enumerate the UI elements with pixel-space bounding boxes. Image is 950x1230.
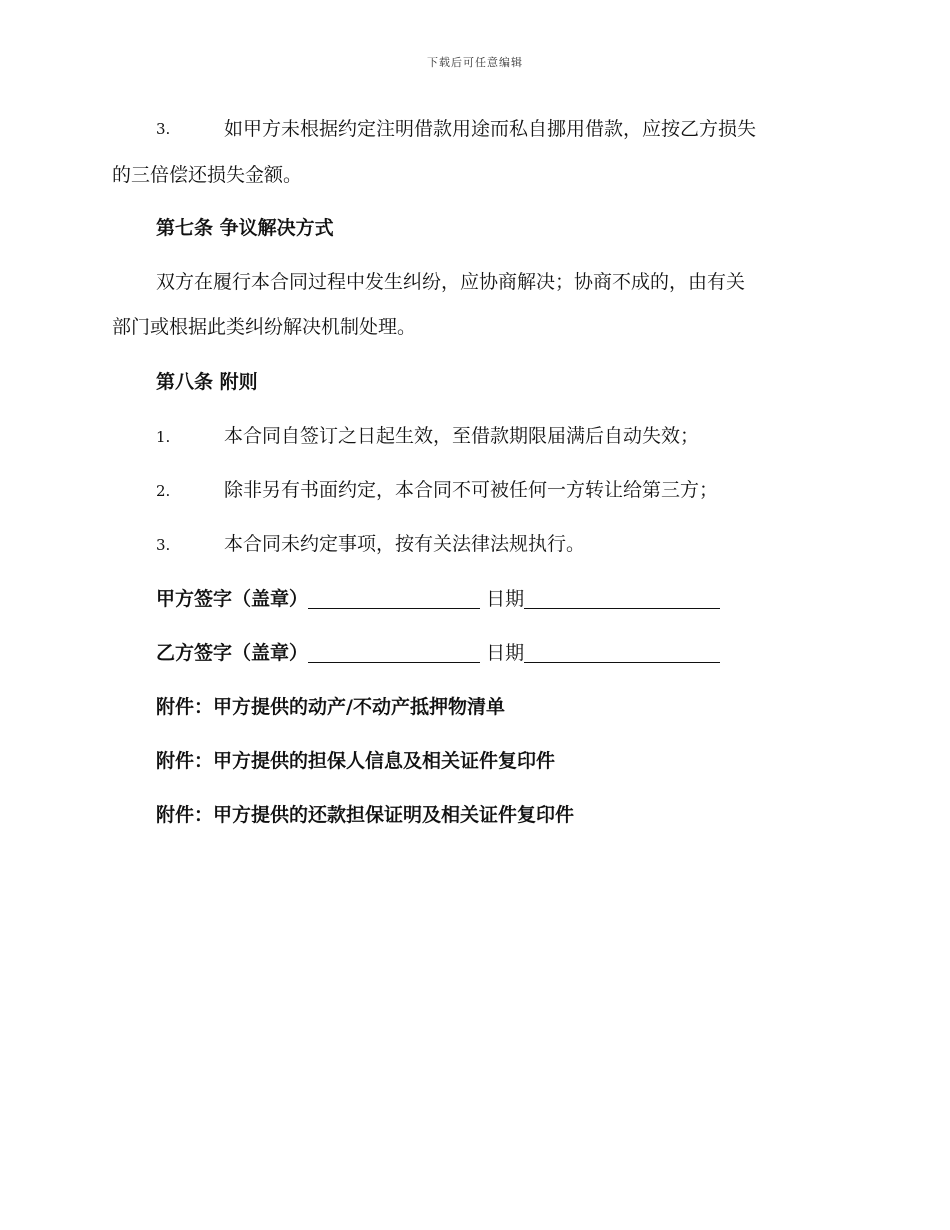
signature-blank[interactable] bbox=[308, 588, 480, 609]
paragraph-line: 的三倍偿还损失金额。 bbox=[112, 164, 303, 186]
list-number: 3. bbox=[156, 536, 171, 554]
paragraph-line: 双方在履行本合同过程中发生纠纷，应协商解决；协商不成的，由有关 bbox=[156, 271, 746, 293]
attachment-line: 附件：甲方提供的还款担保证明及相关证件复印件 bbox=[156, 804, 575, 826]
paragraph-line: 如甲方未根据约定注明借款用途而私自挪用借款，应按乙方损失 bbox=[224, 118, 757, 140]
signature-blank[interactable] bbox=[308, 642, 480, 663]
list-item: 本合同未约定事项，按有关法律法规执行。 bbox=[224, 533, 586, 555]
date-blank[interactable] bbox=[524, 642, 720, 663]
list-number: 1. bbox=[156, 428, 171, 446]
date-label: 日期 bbox=[486, 588, 525, 610]
section-heading: 第八条 附则 bbox=[156, 371, 258, 393]
page-header: 下载后可任意编辑 bbox=[427, 56, 523, 69]
attachment-line: 附件：甲方提供的担保人信息及相关证件复印件 bbox=[156, 750, 556, 772]
list-item: 除非另有书面约定，本合同不可被任何一方转让给第三方； bbox=[224, 479, 719, 501]
list-number: 2. bbox=[156, 482, 171, 500]
signature-row-party-b bbox=[156, 640, 720, 666]
list-number: 3. bbox=[156, 120, 171, 138]
date-blank[interactable] bbox=[524, 588, 720, 609]
signature-label: 甲方签字（盖章） bbox=[156, 588, 309, 610]
section-heading: 第七条 争议解决方式 bbox=[156, 217, 334, 239]
attachment-line: 附件：甲方提供的动产/不动产抵押物清单 bbox=[156, 696, 505, 718]
paragraph-line: 部门或根据此类纠纷解决机制处理。 bbox=[112, 316, 417, 338]
signature-row-party-a bbox=[156, 586, 720, 612]
date-label: 日期 bbox=[486, 642, 525, 664]
signature-label: 乙方签字（盖章） bbox=[156, 642, 309, 664]
list-item: 本合同自签订之日起生效，至借款期限届满后自动失效； bbox=[224, 425, 700, 447]
